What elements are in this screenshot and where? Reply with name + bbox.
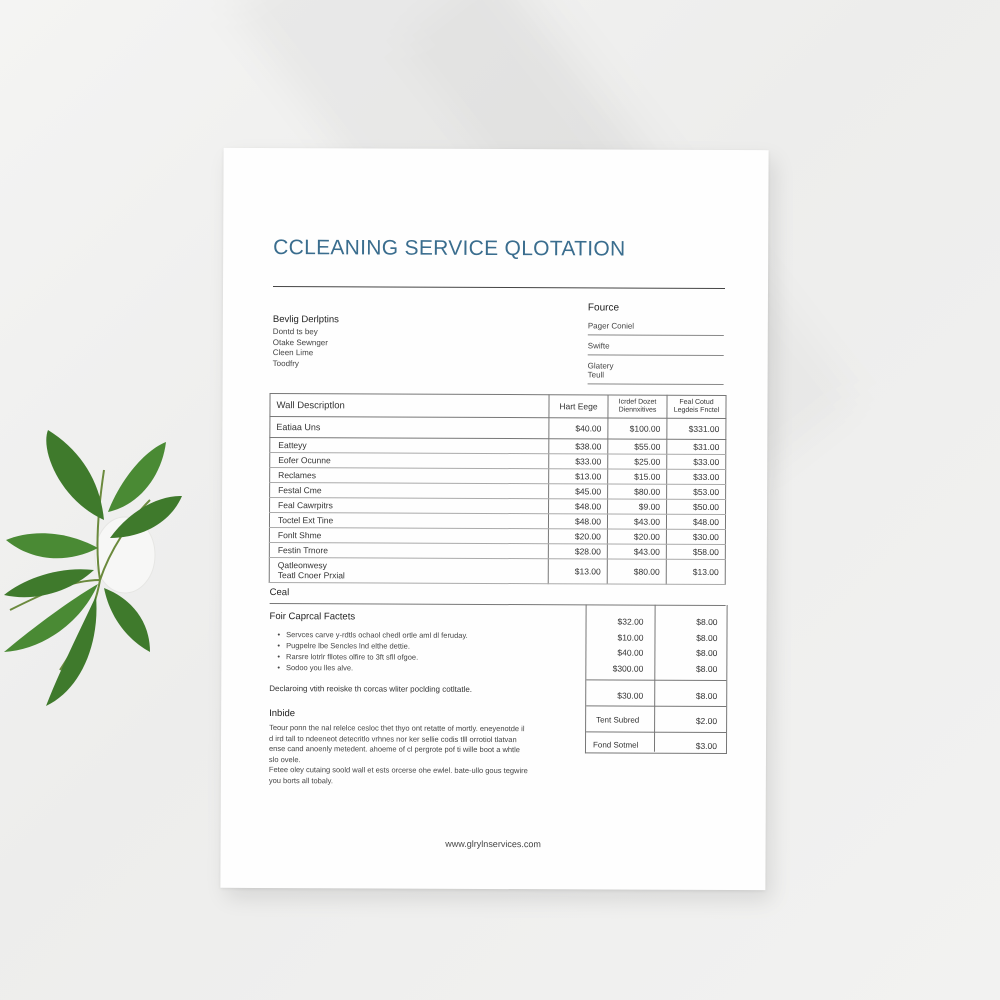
cell: $25.00: [608, 454, 667, 469]
amount: $30.00: [617, 690, 644, 701]
row-desc-multiline: Qatleonwesy Teatl Cnoer Prxial: [277, 560, 345, 581]
cell: $50.00: [667, 499, 726, 514]
declaration-note: Declaroing vtith reoiske th corcas wliter poclding cotltatle.: [269, 684, 473, 694]
bullet-item: • Rarsre lotrlr fllotes olfire to 3ft sfll ofgoe.: [277, 651, 467, 663]
source-details: [588, 302, 724, 389]
cell: $58.00: [666, 544, 725, 559]
amount: $8.00: [696, 647, 718, 658]
amount: $8.00: [696, 663, 718, 674]
row-desc: Festin Trnore: [269, 543, 548, 559]
total-label: Fond Sotmel: [592, 740, 639, 750]
col-header-price: Hart Eege: [549, 395, 608, 418]
footer-url: www.glrylnservices.com: [445, 838, 541, 850]
cell: $100.00: [608, 418, 667, 439]
cell: $80.00: [608, 484, 667, 499]
client-line: Dontd ts bey: [272, 327, 318, 337]
row-desc: [269, 558, 548, 584]
cell: $33.00: [667, 454, 726, 469]
source-line: Teull: [588, 370, 724, 385]
cell: $15.00: [608, 469, 667, 484]
source-line: Glatery: [587, 361, 614, 371]
cell: $55.00: [608, 439, 667, 454]
cost-bullets: [277, 629, 467, 674]
cell: $13.00: [666, 559, 725, 584]
cell: $20.00: [548, 529, 607, 544]
cost-title: Foir Caprcal Factets: [269, 611, 356, 623]
row-desc: Feal Cawrpitrs: [270, 498, 549, 514]
section-label: Eatiaa Uns: [270, 417, 549, 439]
client-heading: Bevlig Derlptins: [272, 314, 339, 326]
amount: $8.00: [695, 690, 718, 701]
col-header-description: Wall Descriptlon: [270, 394, 549, 418]
document-title: CCLEANING SERVICE QLOTATION: [273, 236, 626, 261]
client-line: Cleen Lime: [272, 348, 314, 358]
plant-decoration: [0, 420, 200, 720]
cell: $38.00: [549, 439, 608, 454]
cell: $31.00: [667, 439, 726, 454]
table-header-row: [270, 394, 726, 419]
bullet-item: • Pugpelre lbe Sencles lnd elthe dettie.: [277, 640, 467, 652]
cell: $43.00: [607, 514, 666, 529]
totals-divider: [586, 731, 726, 733]
cell: $80.00: [607, 559, 666, 584]
cell: $331.00: [667, 418, 726, 439]
cost-section-label: Ceal: [269, 587, 290, 599]
bullet-item: • Sodoo you lles alve.: [277, 662, 467, 674]
cell: $13.00: [548, 559, 607, 584]
source-line: Pager Coniel: [588, 319, 724, 336]
cell: $48.00: [549, 499, 608, 514]
client-line: Toodfry: [272, 358, 299, 368]
client-details: [273, 314, 339, 369]
row-desc: Festal Cme: [270, 483, 549, 499]
amount: $8.00: [696, 616, 718, 627]
items-table: [269, 393, 727, 585]
bullet-item: • Servces carve y-rdtls ochaol chedl ortle aml dl feruday.: [277, 629, 467, 641]
col-header-3: Icrdef Dozet Diennxitives: [608, 395, 667, 418]
totals-divider: [586, 705, 726, 707]
cell: $20.00: [607, 529, 666, 544]
quotation-document: [220, 148, 768, 890]
totals-divider: [654, 605, 656, 752]
cell: $40.00: [549, 418, 608, 439]
subtotal-label: Tent Subred: [596, 715, 640, 725]
table-row: [269, 558, 725, 585]
row-desc: Eofer Ocunne: [270, 453, 549, 469]
col-header-4: Feal Cotud Legdeis Fnctel: [667, 395, 726, 418]
cell: $13.00: [549, 469, 608, 484]
cell: $45.00: [549, 484, 608, 499]
source-heading: Fource: [587, 302, 620, 314]
cell: $53.00: [667, 484, 726, 499]
terms-paragraph: Fetee oley cutaing soold wall et ests orcerse ohe ewlel. bate-ullo gous tegwire you borts all tobaly.: [268, 765, 528, 785]
cell: $48.00: [548, 514, 607, 529]
inbide-heading: Inbide: [269, 708, 296, 720]
amount: $300.00: [612, 663, 644, 674]
title-rule: [273, 286, 725, 289]
terms-paragraph: Teour ponn the nal relelce cesloc thet thyo ont retatte of mortly. eneyenotde il d ird tall to ndeeneot detecritlo vrhnes nor ker sellie codis tlll orrotiol tlatvan ense cand anoenly metedent. ahoeme of cl pergrote pof ti wille boot a whtle slo ovele.: [268, 723, 525, 764]
row-desc: Toctel Ext Tine: [269, 513, 548, 529]
cell: $48.00: [666, 514, 725, 529]
cell: $28.00: [548, 544, 607, 559]
cell: $43.00: [607, 544, 666, 559]
cell: $33.00: [667, 469, 726, 484]
amount: $10.00: [617, 632, 644, 643]
amount: $8.00: [696, 632, 718, 643]
subtotal-value: $2.00: [695, 715, 718, 726]
cell: $9.00: [608, 499, 667, 514]
table-section-row: [270, 417, 726, 440]
source-line: Swifte: [588, 339, 724, 356]
client-line: Otake Sewnger: [272, 337, 328, 347]
row-desc: Fonlt Shme: [269, 528, 548, 544]
cell: $33.00: [549, 454, 608, 469]
total-value: $3.00: [695, 740, 718, 751]
amount: $40.00: [617, 647, 644, 658]
row-desc: Reclames: [270, 468, 549, 484]
cell: $30.00: [666, 529, 725, 544]
row-desc: Eatteyy: [270, 438, 549, 454]
amount: $32.00: [617, 616, 644, 627]
totals-divider: [586, 679, 726, 681]
